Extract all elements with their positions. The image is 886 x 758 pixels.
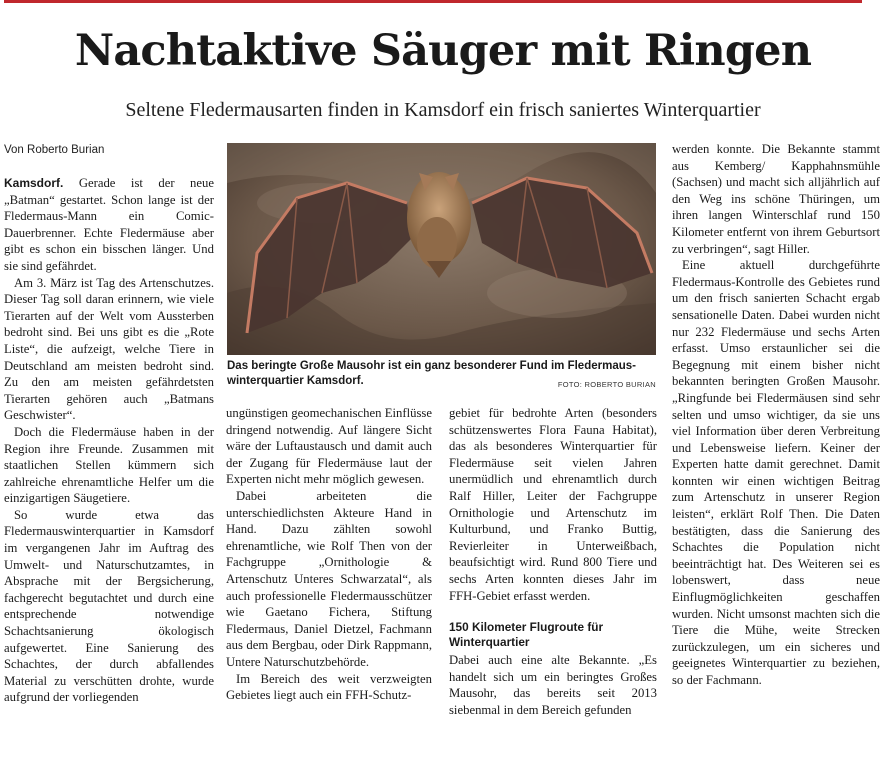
paragraph: gebiet für bedrohte Arten (besonders schützenswertes Flora Fauna Habitat), das als besonderes Winterquartier für Fledermäuse seit vielen Jahren unermüdlich und ehrenamtlich durch Ralf Hiller, Leiter der Fachgruppe Ornithologie und Artenschutz im Kulturbund, und Franko Buttig, Revierleiter in Unterweißbach, beaufsichtigt wird. Rund 800 Tiere und sechs Arten konnten dieses Jahr im FFH-Gebiet erfasst werden. xyxy=(449,406,657,603)
paragraph: Dabei auch eine alte Bekannte. „Es handelt sich um ein beringtes Großes Mausohr, das bereits seit 2013 siebenmal in dem Bereich gefunden xyxy=(449,653,657,717)
dateline: Kamsdorf. xyxy=(4,176,64,190)
paragraph: Doch die Fledermäuse haben in der Region ihre Freunde. Zusammen mit staatlichen Stellen kümmern sich zahlreiche ehrenamtliche Helfer um die einzigartigen Säugetiere. xyxy=(4,424,214,506)
byline: Von Roberto Burian xyxy=(4,144,105,156)
paragraph: Kamsdorf. Gerade ist der neue „Batman“ gestartet. Schon lange ist der Fledermaus-Mann ein Comic-Dauerbrenner. Echte Fledermäuse aber gibt es schon ein bisschen länger. Und sie sind gefährdet. xyxy=(4,176,214,273)
top-accent-rule xyxy=(4,0,862,3)
photo-credit: FOTO: ROBERTO BURIAN xyxy=(557,380,656,389)
article-subheadline: Seltene Fledermausarten finden in Kamsdorf ein frisch saniertes Winterquartier xyxy=(125,99,761,121)
column-3 xyxy=(449,405,657,719)
column-1 xyxy=(4,175,214,706)
photo-caption: Das beringte Große Mausohr ist ein ganz besonderer Fund im Fledermauswinterquartier Kamsdorf. xyxy=(227,360,636,387)
paragraph: ungünstigen geomechanischen Einflüsse dringend notwendig. Auf längere Sicht wäre der Luftaustausch und damit auch der Zugang für Fledermäuse laut der Experten nicht mehr möglich gewesen. xyxy=(226,406,432,487)
paragraph: Dabei arbeiteten die unterschiedlichsten Akteure Hand in Hand. Dazu zählten sowohl ehrenamtliche, wie Rolf Then von der Fachgruppe „Ornithologie & Artenschutz Unteres Schwarzatal“, als auch professionelle Fledermausschützer wie Gaetano Fichera, Stiftung Fledermaus, Daniel Dietzel, Fachmann aus dem Bergbau, oder Dirk Rappmann, Untere Naturschutzbehörde. xyxy=(226,488,432,669)
paragraph: werden konnte. Die Bekannte stammt aus Kemberg/ Kapphahnsmühle (Sachsen) und macht sich alljährlich auf den Weg ins schöne Thüringen, um ihren langen Winterschlaf rund 150 Kilometer entfernt von ihrem Geburtsort zu verbringen“, sagt Hiller. xyxy=(672,142,880,256)
paragraph: Im Bereich des weit verzweigten Gebietes liegt auch ein FFH-Schutz- xyxy=(226,671,432,703)
paragraph: Am 3. März ist Tag des Artenschutzes. Dieser Tag soll daran erinnern, wie viele Tierarten auf der Welt vom Aussterben bedroht sind. Bei uns gibt es die „Rote Liste“, die aufzeigt, welche Tiere in Deutschland am meisten bedroht sind. Zu den am meisten gefährdetsten Tierarten gehören auch „Batmans Geschwister“. xyxy=(4,275,214,423)
bat-photo xyxy=(227,143,656,355)
paragraph: So wurde etwa das Fledermauswinterquartier in Kamsdorf im vergangenen Jahr im Auftrag des Umwelt- und Naturschutzamtes, in Absprache mit der Bergsicherung, fachgerecht begutachtet und durch eine entsprechende notwendige Schachtsanierung ökologisch aufgewertet. Eine Sanierung des Schachtes, der durch abfallendes Material zu verschütten drohte, wurde aufgrund der vorliegenden xyxy=(4,507,214,705)
paragraph: Eine aktuell durchgeführte Fledermaus-Kontrolle des Gebietes rund um den frisch sanierten Schacht ergab sensationelle Daten. Dabei wurden nicht nur 232 Fledermäuse und sechs Arten erfasst. Umso erstaunlicher sei die Begegnung mit einem bisher nicht bekannten beringten Großen Mausohr. „Ringfunde bei Fledermäusen sind sehr selten und umso wichtiger, da sie uns viel Information über deren Verbreitung und Lebensweise liefern. Keiner der Experten hatte damit gerechnet. Damit konnten wir einen wichtigen Beitrag zum Artenschutz in unserer Region leisten“, erklärt Rolf Then. Die Daten bestätigten, dass die Sanierung des Schachtes die Population nicht beeinträchtigt hat. Des Weiteren sei es lobenswert, dass neue Einflugmöglichkeiten geschaffen wurden. Nicht umsonst machten sich die Tiere die Mühe, weite Strecken zurückzulegen, um ein sicheres und geeignetes Winterquartier zu beziehen, so der Fachmann. xyxy=(672,258,880,687)
column-2 xyxy=(226,405,432,704)
article-headline: Nachtaktive Säuger mit Ringen xyxy=(74,26,812,76)
section-subhead: 150 Kilometer Flugroute für Winterquartier xyxy=(449,620,604,650)
column-4 xyxy=(672,141,880,689)
